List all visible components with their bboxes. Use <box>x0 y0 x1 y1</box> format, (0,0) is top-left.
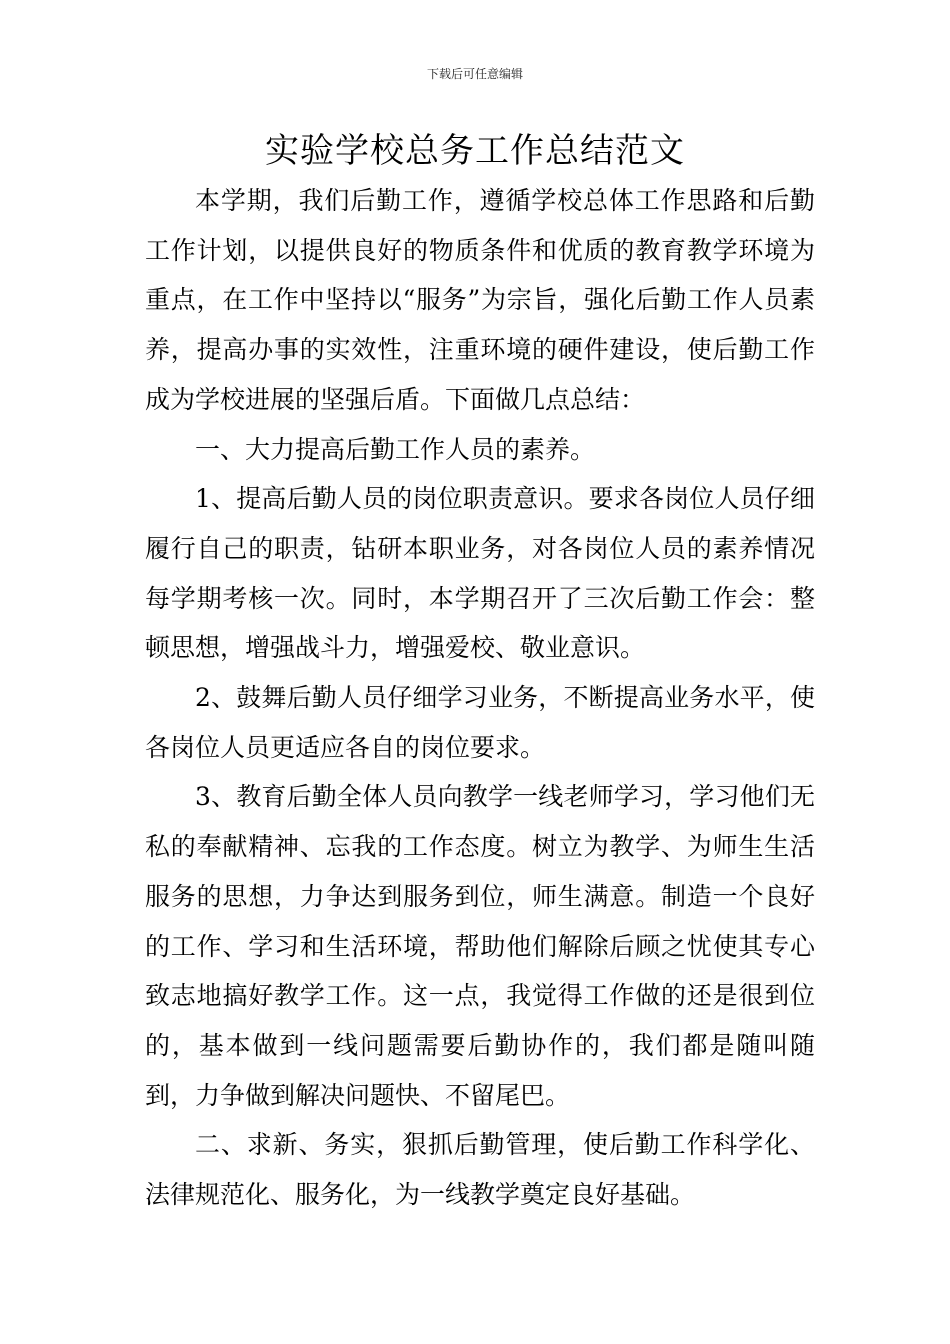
paragraph-section-1-heading: 一、大力提高后勤工作人员的素养。 <box>195 434 596 464</box>
page-header-note: 下载后可任意编辑 <box>426 67 523 81</box>
document-body <box>145 176 815 1220</box>
document-title: 实验学校总务工作总结范文 <box>265 131 685 171</box>
paragraph-intro: 本学期，我们后勤工作，遵循学校总体工作思路和后勤工作计划，以提供良好的物质条件和优质的教育教学环境为重点，在工作中坚持以“服务”为宗旨，强化后勤工作人员素养，提高办事的实效性，注重环境的硬件建设，使后勤工作成为学校进展的坚强后盾。下面做几点总结： <box>145 186 815 414</box>
paragraph-section-2-heading: 二、求新、务实，狠抓后勤管理，使后勤工作科学化、法律规范化、服务化，为一线教学奠定良好基础。 <box>145 1130 815 1210</box>
paragraph-item-2: 2、鼓舞后勤人员仔细学习业务，不断提高业务水平，使各岗位人员更适应各自的岗位要求。 <box>145 683 815 762</box>
paragraph-item-3: 3、教育后勤全体人员向教学一线老师学习，学习他们无私的奉献精神、忘我的工作态度。树立为教学、为师生生活服务的思想，力争达到服务到位，师生满意。制造一个良好的工作、学习和生活环境，帮助他们解除后顾之忧使其专心致志地搞好教学工作。这一点，我觉得工作做的还是很到位的，基本做到一线问题需要后勤协作的，我们都是随叫随到，力争做到解决问题快、不留尾巴。 <box>145 782 815 1110</box>
paragraph-item-1: 1、提高后勤人员的岗位职责意识。要求各岗位人员仔细履行自己的职责，钻研本职业务，对各岗位人员的素养情况每学期考核一次。同时，本学期召开了三次后勤工作会：整顿思想，增强战斗力，增强爱校、敬业意识。 <box>145 484 815 663</box>
